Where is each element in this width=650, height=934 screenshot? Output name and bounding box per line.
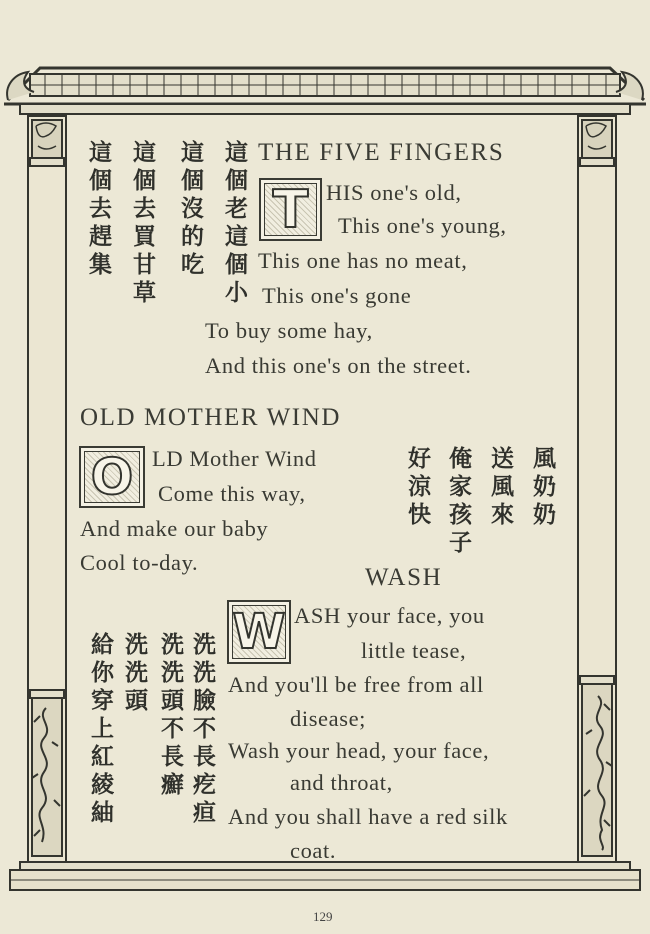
poem-line: And make our baby	[80, 516, 269, 541]
chinese-column: 這個去買甘草	[129, 140, 155, 308]
chinese-column-wash-4: 給你穿上紅綾紬	[87, 632, 113, 828]
chinese-column: 送風來	[487, 446, 513, 530]
chinese-column: 這個老這個小	[221, 140, 247, 308]
chinese-column-wash-2: 洗洗頭不長癬	[157, 632, 183, 800]
chinese-column-wash-3: 洗洗頭	[121, 632, 147, 716]
poem-line: This one has no meat,	[258, 248, 468, 273]
chinese-column: 這個去趕集	[85, 140, 111, 280]
chinese-column-wash-1: 洗洗臉不長疙疸	[189, 632, 215, 828]
poem-title-wash: WASH	[365, 564, 443, 591]
poem-line: And this one's on the street.	[205, 353, 472, 378]
poem-line: And you'll be free from all	[228, 672, 484, 697]
drop-cap-w: W	[227, 600, 291, 664]
poem-line: Come this way,	[158, 481, 306, 506]
poem-line: LD Mother Wind	[152, 446, 317, 471]
poem-line: This one's gone	[262, 283, 412, 308]
drop-cap-t: T	[259, 178, 322, 241]
poem-line: Cool to-day.	[80, 550, 199, 575]
poem-line: disease;	[290, 706, 367, 731]
page-number: 129	[313, 909, 333, 924]
poem-title-old-mother-wind: OLD MOTHER WIND	[80, 404, 342, 431]
poem-line: ASH your face, you	[294, 603, 485, 628]
chinese-column: 這個沒的吃	[177, 140, 203, 280]
chinese-column: 俺家孩子	[445, 446, 471, 558]
poem-line: HIS one's old,	[326, 180, 462, 205]
poem-line: coat.	[290, 838, 337, 863]
chinese-column: 好涼快	[404, 446, 430, 530]
poem-line: and throat,	[290, 770, 393, 795]
poem-line: This one's young,	[338, 213, 507, 238]
chinese-column: 風奶奶	[529, 446, 555, 530]
poem-line: little tease,	[361, 638, 467, 663]
poem-title-five-fingers: THE FIVE FINGERS	[258, 139, 505, 166]
poem-line: And you shall have a red silk	[228, 804, 508, 829]
poem-line: Wash your head, your face,	[228, 738, 490, 763]
drop-cap-o: O	[79, 446, 145, 508]
poem-line: To buy some hay,	[205, 318, 373, 343]
